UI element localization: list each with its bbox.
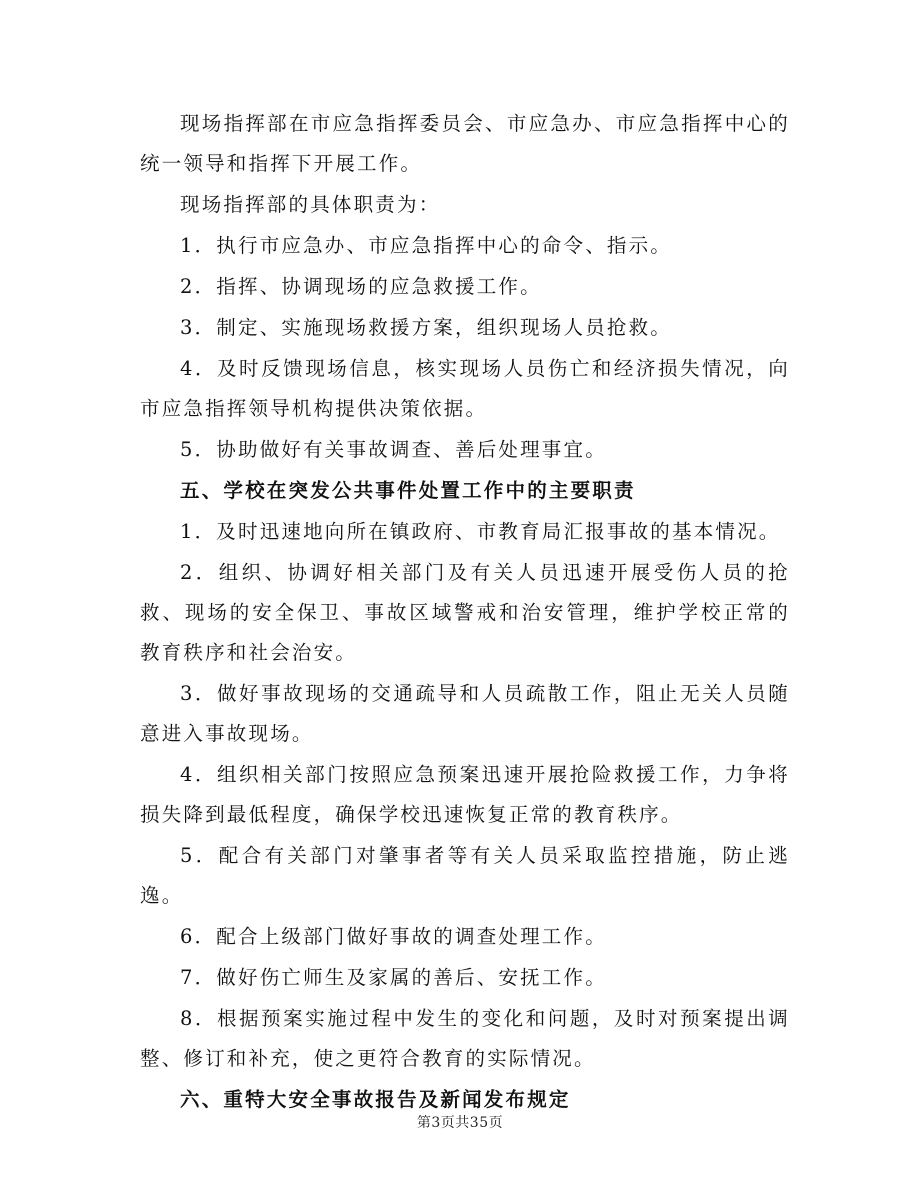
list-item: 4．组织相关部门按照应急预案迅速开展抢险救援工作，力争将损失降到最低程度，确保学校迅速恢复正常的教育秩序。 bbox=[140, 763, 790, 826]
page-number: 第3页共35页 bbox=[416, 1115, 504, 1131]
list-item: 7．做好伤亡师生及家属的善后、安抚工作。 bbox=[180, 966, 607, 989]
section-heading: 五、学校在突发公共事件处置工作中的主要职责 bbox=[180, 479, 636, 502]
paragraph: 现场指挥部在市应急指挥委员会、市应急办、市应急指挥中心的统一领导和指挥下开展工作。 bbox=[140, 112, 790, 175]
list-item: 8．根据预案实施过程中发生的变化和问题，及时对预案提出调整、修订和补充，使之更符合教育的实际情况。 bbox=[140, 1007, 790, 1070]
list-item: 1．执行市应急办、市应急指挥中心的命令、指示。 bbox=[180, 234, 673, 257]
list-item: 2．组织、协调好相关部门及有关人员迅速开展受伤人员的抢救、现场的安全保卫、事故区域警戒和治安管理，维护学校正常的教育秩序和社会治安。 bbox=[140, 561, 790, 664]
list-item: 2．指挥、协调现场的应急救援工作。 bbox=[180, 275, 542, 298]
list-item: 1．及时迅速地向所在镇政府、市教育局汇报事故的基本情况。 bbox=[180, 520, 781, 543]
list-item: 3．做好事故现场的交通疏导和人员疏散工作，阻止无关人员随意进入事故现场。 bbox=[140, 682, 790, 745]
list-item: 5．协助做好有关事故调查、善后处理事宜。 bbox=[180, 438, 607, 461]
list-item: 5．配合有关部门对肇事者等有关人员采取监控措施，防止逃逸。 bbox=[140, 844, 790, 907]
document-body bbox=[140, 104, 790, 1120]
list-item: 4．及时反馈现场信息，核实现场人员伤亡和经济损失情况，向市应急指挥领导机构提供决策依据。 bbox=[140, 357, 790, 420]
list-item: 6．配合上级部门做好事故的调查处理工作。 bbox=[180, 925, 607, 948]
section-heading: 六、重特大安全事故报告及新闻发布规定 bbox=[180, 1088, 571, 1111]
paragraph: 现场指挥部的具体职责为： bbox=[180, 193, 441, 216]
list-item: 3．制定、实施现场救援方案，组织现场人员抢救。 bbox=[180, 316, 673, 339]
